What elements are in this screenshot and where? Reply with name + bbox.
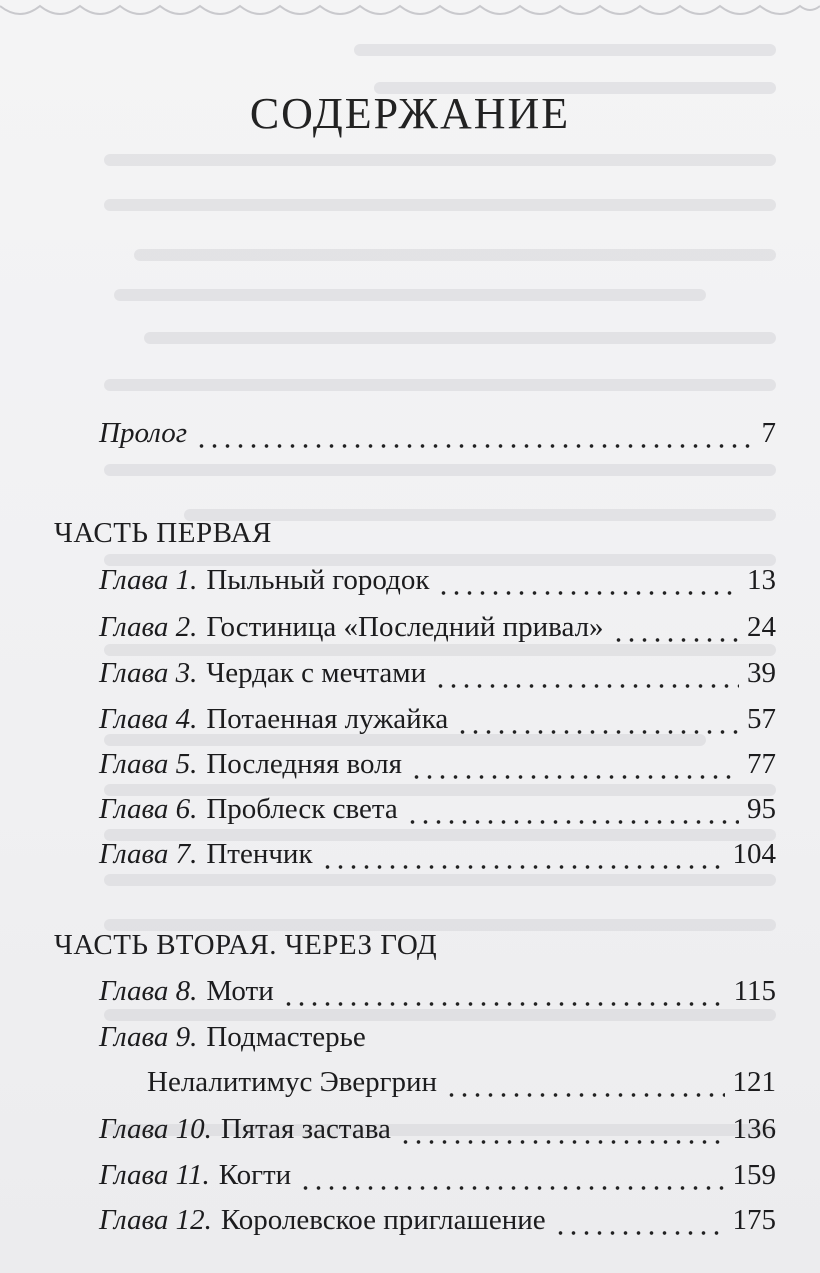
toc-entry[interactable] — [99, 1021, 776, 1061]
part-heading: ЧАСТЬ ПЕРВАЯ — [54, 517, 272, 549]
toc-entry[interactable] — [99, 975, 776, 1015]
entry-label: Глава 2. — [99, 611, 198, 643]
toc-entry[interactable] — [99, 793, 776, 833]
toc-entry[interactable] — [99, 1159, 776, 1199]
dot-leader — [434, 684, 739, 688]
entry-label: Глава 8. — [99, 975, 198, 1007]
entry-label: Пролог — [99, 417, 188, 449]
dot-leader — [410, 775, 739, 779]
page-number: 115 — [733, 975, 776, 1007]
dot-leader — [321, 865, 725, 869]
toc-entry[interactable] — [99, 564, 776, 604]
entry-label: Глава 9. — [99, 1021, 198, 1053]
entry-title: Потаенная лужайка — [206, 703, 449, 735]
toc-entry[interactable] — [99, 703, 776, 743]
page-number: 121 — [732, 1066, 776, 1098]
page-number: 104 — [732, 838, 776, 870]
entry-title: Пятая застава — [220, 1113, 391, 1145]
page-number: 57 — [747, 703, 776, 735]
entry-title: Последняя воля — [206, 748, 402, 780]
entry-title: Гостиница «Последний привал» — [206, 611, 604, 643]
entry-title: Птенчик — [206, 838, 313, 870]
page-number: 136 — [732, 1113, 776, 1145]
toc-entry[interactable] — [99, 1204, 776, 1244]
entry-label: Глава 12. — [99, 1204, 212, 1236]
entry-title: Королевское приглашение — [220, 1204, 546, 1236]
toc-entry-continuation[interactable] — [147, 1066, 776, 1106]
dot-leader — [406, 820, 739, 824]
page-number: 77 — [747, 748, 776, 780]
dot-leader — [399, 1140, 725, 1144]
toc-entry[interactable] — [99, 748, 776, 788]
entry-title: Моти — [206, 975, 274, 1007]
toc-entry[interactable] — [99, 838, 776, 878]
dot-leader — [195, 444, 753, 448]
page-title: СОДЕРЖАНИЕ — [249, 89, 571, 138]
page-number: 24 — [747, 611, 776, 643]
entry-title-continuation: Нелалитимус Эвергрин — [147, 1066, 438, 1098]
part-heading: ЧАСТЬ ВТОРАЯ. ЧЕРЕЗ ГОД — [54, 929, 438, 961]
dot-leader — [456, 730, 739, 734]
entry-label: Глава 6. — [99, 793, 198, 825]
dot-leader — [445, 1093, 724, 1097]
page-number: 159 — [732, 1159, 776, 1191]
entry-title: Когти — [218, 1159, 292, 1191]
page-number: 39 — [747, 657, 776, 689]
page-number: 13 — [747, 564, 776, 596]
entry-label: Глава 3. — [99, 657, 198, 689]
entry-title: Чердак с мечтами — [206, 657, 427, 689]
entry-label: Глава 5. — [99, 748, 198, 780]
entry-label: Глава 11. — [99, 1159, 210, 1191]
dot-leader — [282, 1002, 726, 1006]
entry-label: Глава 10. — [99, 1113, 212, 1145]
entry-title: Пыльный городок — [206, 564, 430, 596]
entry-title: Проблеск света — [206, 793, 398, 825]
dot-leader — [437, 591, 739, 595]
dot-leader — [299, 1186, 724, 1190]
page-number: 95 — [747, 793, 776, 825]
page-number: 7 — [761, 417, 776, 449]
toc-entry[interactable] — [99, 657, 776, 697]
entry-label: Глава 7. — [99, 838, 198, 870]
toc-entry[interactable] — [99, 1113, 776, 1153]
entry-label: Глава 1. — [99, 564, 198, 596]
page-number: 175 — [732, 1204, 776, 1236]
toc-entry-prologue[interactable] — [99, 417, 776, 457]
dot-leader — [554, 1231, 725, 1235]
toc-entry[interactable] — [99, 611, 776, 651]
entry-label: Глава 4. — [99, 703, 198, 735]
entry-title: Подмастерье — [206, 1021, 366, 1053]
scalloped-top-border — [0, 0, 820, 26]
dot-leader — [612, 638, 739, 642]
